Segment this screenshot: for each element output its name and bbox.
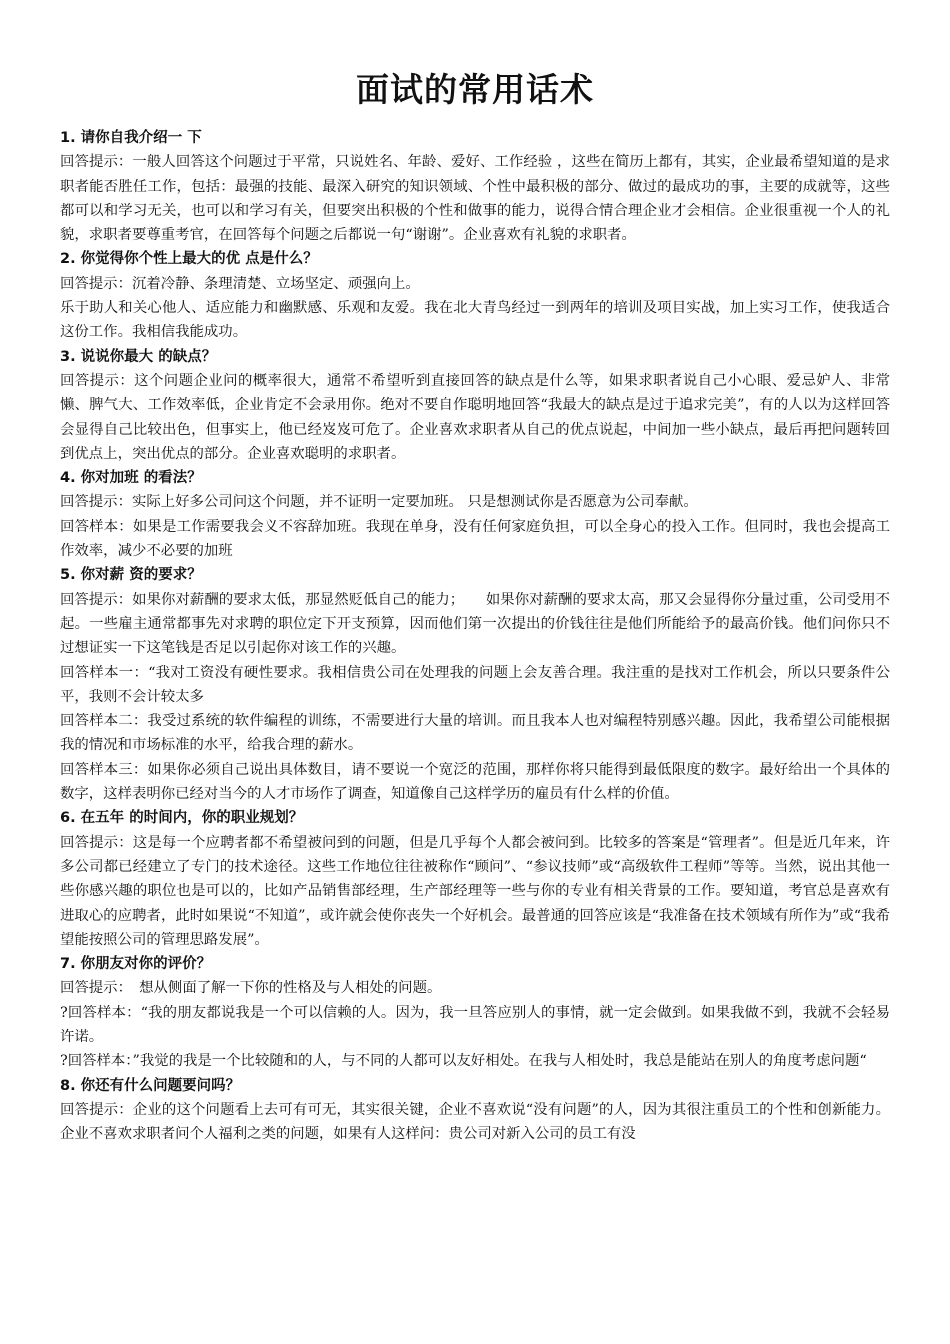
paragraph: 回答样本三：如果你必须自己说出具体数目，请不要说一个宽泛的范围，那样你将只能得到最低限度的数字。最好给出一个具体的数字，这样表明你已经对当今的人才市场作了调查，知道像自己这样学历的雇员有什么样的价值。 — [60, 761, 890, 803]
section-heading: 2. 你觉得你个性上最大的优 点是什么？ — [60, 251, 318, 268]
paragraph: 回答提示：如果你对薪酬的要求太低，那显然贬低自己的能力； 如果你对薪酬的要求太高，那又会显得你分量过重，公司受用不起。一些雇主通常都事先对求聘的职位定下开支预算，因而他们第一次提出的价钱往往是他们所能给予的最高价钱。他们问你只不过想证实一下这笔钱是否足以引起你对该工作的兴趣。 — [60, 591, 890, 657]
paragraph: 回答提示： 想从侧面了解一下你的性格及与人相处的问题。 — [60, 980, 442, 997]
section-6 — [60, 806, 890, 952]
paragraph: ?回答样本：“我的朋友都说我是一个可以信赖的人。因为，我一旦答应别人的事情，就一定会做到。如果我做不到，我就不会轻易许诺。 — [60, 1004, 890, 1045]
section-5 — [60, 563, 890, 806]
paragraph: 回答样本一：“我对工资没有硬性要求。我相信贵公司在处理我的问题上会友善合理。我注重的是找对工作机会，所以只要条件公平，我则不会计较太多 — [60, 664, 890, 705]
section-2 — [60, 247, 890, 344]
paragraph: 乐于助人和关心他人、适应能力和幽默感、乐观和友爱。我在北大青鸟经过一到两年的培训及项目实战，加上实习工作，使我适合这份工作。我相信我能成功。 — [60, 300, 890, 341]
paragraph: 回答样本：如果是工作需要我会义不容辞加班。我现在单身，没有任何家庭负担，可以全身心的投入工作。但同时，我也会提高工作效率，减少不必要的加班 — [60, 518, 890, 560]
paragraph: 回答提示：这个问题企业问的概率很大，通常不希望听到直接回答的缺点是什么等，如果求职者说自己小心眼、爱忌妒人、非常懒、脾气大、工作效率低，企业肯定不会录用你。绝对不要自作聪明地回答“我最大的缺点是过于追求完美”，有的人以为这样回答会显得自己比较出色，但事实上，他已经岌岌可危了。企业喜欢求职者从自己的优点说起，中间加一些小缺点，最后再把问题转回到优点上，突出优点的部分。企业喜欢聪明的求职者。 — [60, 372, 890, 462]
page-title: 面试的常用话术 — [356, 70, 594, 109]
document-page — [60, 62, 890, 1146]
section-heading: 8. 你还有什么问题要问吗？ — [60, 1077, 241, 1094]
section-heading: 5. 你对薪 资的要求？ — [60, 567, 202, 584]
section-heading: 6. 在五年 的时间内，你的职业规划？ — [60, 810, 304, 827]
paragraph: 回答提示：实际上好多公司问这个问题，并不证明一定要加班。 只是想测试你是否愿意为公司奉献。 — [60, 494, 698, 511]
paragraph: 回答样本二：我受过系统的软件编程的训练，不需要进行大量的培训。而且我本人也对编程特别感兴趣。因此，我希望公司能根据我的情况和市场标准的水平，给我合理的薪水。 — [60, 713, 890, 754]
paragraph: 回答提示：沉着冷静、条理清楚、立场坚定、顽强向上。 — [60, 275, 420, 292]
section-8 — [60, 1074, 890, 1147]
section-heading: 7. 你朋友对你的评价？ — [60, 956, 212, 973]
section-heading: 4. 你对加班 的看法？ — [60, 470, 202, 487]
paragraph: ?回答样本：”我觉的我是一个比较随和的人，与不同的人都可以友好相处。在我与人相处时，我总是能站在别人的角度考虑问题“ — [60, 1053, 867, 1070]
section-heading: 1. 请你自我介绍一 下 — [60, 130, 202, 146]
section-heading: 3. 说说你最大 的缺点？ — [60, 348, 217, 365]
section-4 — [60, 466, 890, 563]
paragraph: 回答提示：企业的这个问题看上去可有可无，其实很关键，企业不喜欢说“没有问题”的人，因为其很注重员工的个性和创新能力。企业不喜欢求职者问个人福利之类的问题，如果有人这样问：贵公司对新入公司的员工有没 — [60, 1101, 890, 1143]
paragraph: 回答提示：这是每一个应聘者都不希望被问到的问题，但是几乎每个人都会被问到。比较多的答案是“管理者”。但是近几年来，许多公司都已经建立了专门的技术途径。这些工作地位往往被称作“顾问”、“参议技师”或“高级软件工程师”等等。当然，说出其他一些你感兴趣的职位也是可以的，比如产品销售部经理，生产部经理等一些与你的专业有相关背景的工作。要知道，考官总是喜欢有进取心的应聘者，此时如果说“不知道”，或许就会使你丧失一个好机会。最普通的回答应该是“我准备在技术领域有所作为”或“我希望能按照公司的管理思路发展”。 — [60, 834, 890, 948]
section-3 — [60, 345, 890, 466]
paragraph: 回答提示：一般人回答这个问题过于平常，只说姓名、年龄、爱好、工作经验 ，这些在简历上都有，其实，企业最希望知道的是求职者能否胜任工作，包括：最强的技能、最深入研究的知识领域、个性中最积极的部分、做过的最成功的事，主要的成就等，这些都可以和学习无关，也可以和学习有关，但要突出积极的个性和做事的能力，说得合情合理企业才会相信。企业很重视一个人的礼貌，求职者要尊重考官，在回答每个问题之后都说一句“谢谢”。企业喜欢有礼貌的求职者。 — [60, 154, 890, 244]
section-1 — [60, 126, 890, 247]
section-7 — [60, 952, 890, 1073]
